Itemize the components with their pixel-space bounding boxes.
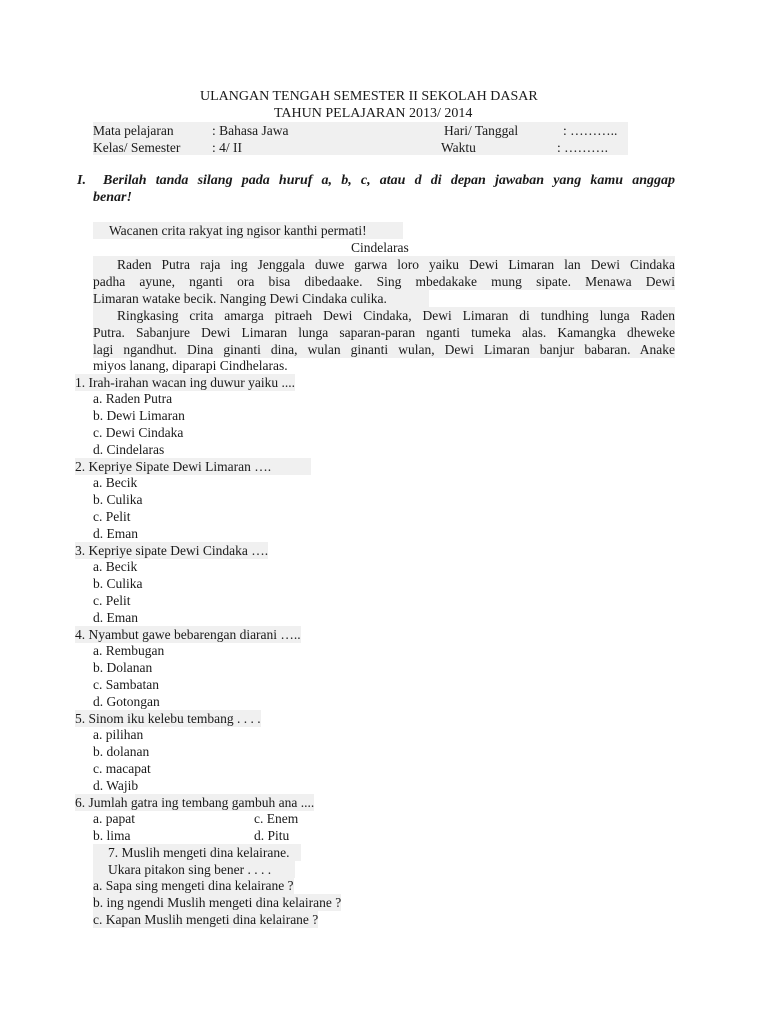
paragraph-2-line-4: miyos lanang, diparapi Cindhelaras. <box>93 358 288 373</box>
q4-option-c: c. Sambatan <box>93 677 159 692</box>
q1-option-d: d. Cindelaras <box>93 442 165 457</box>
paragraph-2-line-2: Putra. Sabanjure Dewi Limaran lunga saparan-paran nganti tumeka alas. Kamangka dheweke <box>93 325 675 340</box>
q4-option-d: d. Gotongan <box>93 694 160 709</box>
q2-option-c: c. Pelit <box>93 509 131 524</box>
exam-year: TAHUN PELAJARAN 2013/ 2014 <box>274 106 473 121</box>
q5-option-b: b. dolanan <box>93 744 150 759</box>
q1-option-c: c. Dewi Cindaka <box>93 425 184 440</box>
q3-option-b: b. Culika <box>93 576 143 591</box>
q4-option-a: a. Rembugan <box>93 643 165 658</box>
q1-option-a: a. Raden Putra <box>93 391 173 406</box>
q2-option-b: b. Culika <box>93 492 143 507</box>
q6-option-c: c. Enem <box>254 811 299 826</box>
class-value: : 4/ II <box>212 140 242 155</box>
question-7-prompt: Ukara pitakon sing bener . . . . <box>93 861 295 878</box>
section-instruction-end: benar! <box>93 190 132 205</box>
reading-intro: Wacanen crita rakyat ing ngisor kanthi permati! <box>93 222 403 239</box>
question-3: 3. Kepriye sipate Dewi Cindaka …. <box>75 543 269 558</box>
subject-value: : Bahasa Jawa <box>212 123 289 138</box>
question-7: 7. Muslih mengeti dina kelairane. <box>93 844 301 861</box>
q7-option-c: c. Kapan Muslih mengeti dina kelairane ? <box>93 912 319 927</box>
q4-option-b: b. Dolanan <box>93 660 153 675</box>
date-value: : ……….. <box>563 123 618 138</box>
question-1: 1. Irah-irahan wacan ing duwur yaiku .... <box>75 375 296 390</box>
q6-option-d: d. Pitu <box>254 828 290 843</box>
q3-option-c: c. Pelit <box>93 593 131 608</box>
paragraph-2-line-1: Ringkasing crita amarga pitraeh Dewi Cindaka, Dewi Limaran di tundhing lunga Raden <box>93 307 675 324</box>
section-instruction: Berilah tanda silang pada huruf a, b, c, atau d di depan jawaban yang kamu anggap <box>103 173 675 188</box>
q1-option-b: b. Dewi Limaran <box>93 408 185 423</box>
class-label: Kelas/ Semester <box>93 140 181 155</box>
paragraph-1-line-3: Limaran watake becik. Nanging Dewi Cindaka culika. <box>93 290 429 307</box>
q3-option-d: d. Eman <box>93 610 138 625</box>
q6-option-b: b. lima <box>93 828 131 843</box>
date-label: Hari/ Tanggal <box>444 123 519 138</box>
q6-option-a: a. papat <box>93 811 135 826</box>
q5-option-d: d. Wajib <box>93 778 139 793</box>
question-2: 2. Kepriye Sipate Dewi Limaran …. <box>75 458 311 475</box>
exam-title: ULANGAN TENGAH SEMESTER II SEKOLAH DASAR <box>200 89 538 104</box>
paragraph-2-line-3: lagi ngandhut. Dina ginanti dina, wulan ginanti wulan, Dewi Limaran banjur babaran. Anake <box>93 342 675 357</box>
section-number: I. <box>77 173 86 188</box>
time-value: : ………. <box>557 140 609 155</box>
paragraph-1-line-2: padha ayune, nganti ora bisa dibedaake. Sing mbedakake mung sipate. Menawa Dewi <box>93 274 675 289</box>
time-label: Waktu <box>441 140 476 155</box>
question-4: 4. Nyambut gawe bebarengan diarani ….. <box>75 627 301 642</box>
question-6: 6. Jumlah gatra ing tembang gambuh ana .... <box>75 795 315 810</box>
q5-option-a: a. pilihan <box>93 727 144 742</box>
q5-option-c: c. macapat <box>93 761 151 776</box>
q7-option-a: a. Sapa sing mengeti dina kelairane ? <box>93 878 294 893</box>
subject-label: Mata pelajaran <box>93 123 174 138</box>
q2-option-d: d. Eman <box>93 526 138 541</box>
q2-option-a: a. Becik <box>93 475 138 490</box>
paragraph-1-line-1: Raden Putra raja ing Jenggala duwe garwa loro yaiku Dewi Limaran lan Dewi Cindaka <box>93 256 675 273</box>
q3-option-a: a. Becik <box>93 559 138 574</box>
reading-title: Cindelaras <box>351 240 409 255</box>
q7-option-b: b. ing ngendi Muslih mengeti dina kelairane ? <box>93 895 342 910</box>
question-5: 5. Sinom iku kelebu tembang . . . . <box>75 711 261 726</box>
